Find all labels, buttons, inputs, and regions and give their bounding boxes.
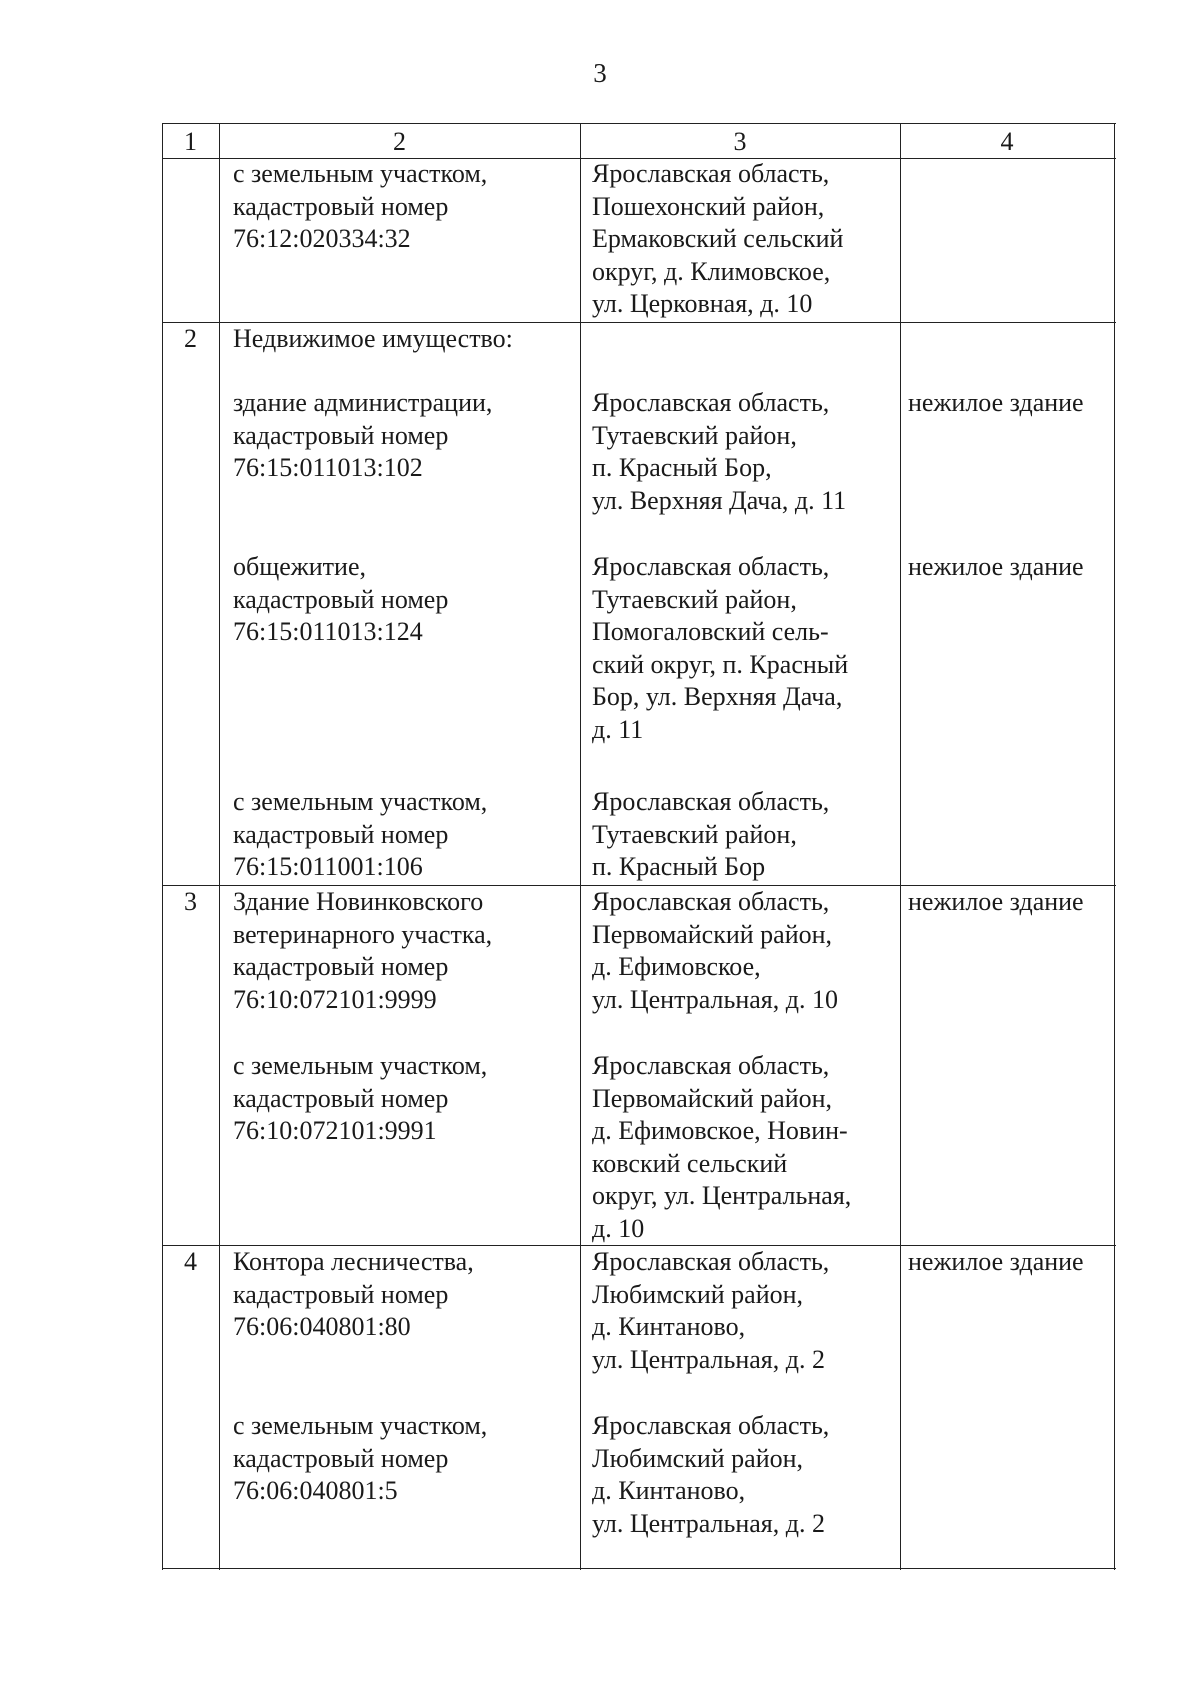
object-address: Ярославская область, Тутаевский район, Помогаловский сель- ский округ, п. Красный Бор, ул. Верхняя Дача, д. 11	[592, 552, 849, 744]
object-name: с земельным участком, кадастровый номер 76:10:072101:9991	[233, 1051, 488, 1146]
object-name: с земельным участком, кадастровый номер 76:15:011001:106	[233, 787, 488, 882]
object-name: Контора лесничества, кадастровый номер 76:06:040801:80	[233, 1247, 474, 1342]
object-address: Ярославская область, Пошехонский район, Ермаковский сельский округ, д. Климовское, ул. Церковная, д. 10	[592, 159, 844, 319]
row-heading: Недвижимое имущество:	[233, 324, 513, 353]
object-type: нежилое здание	[908, 887, 1084, 916]
property-table	[162, 123, 1116, 1570]
object-type: нежилое здание	[908, 1247, 1084, 1276]
object-address: Ярославская область, Первомайский район, д. Ефимовское, Новин- ковский сельский округ, ул. Центральная, д. 10	[592, 1051, 852, 1243]
object-address: Ярославская область, Тутаевский район, п. Красный Бор, ул. Верхняя Дача, д. 11	[592, 388, 847, 515]
object-address: Ярославская область, Тутаевский район, п. Красный Бор	[592, 787, 830, 882]
object-address: Ярославская область, Любимский район, д. Кинтаново, ул. Центральная, д. 2	[592, 1411, 830, 1538]
page-number: 3	[593, 58, 607, 88]
object-address: Ярославская область, Первомайский район, д. Ефимовское, ул. Центральная, д. 10	[592, 887, 838, 1014]
row-number: 3	[184, 887, 197, 916]
header-col-4: 4	[1000, 127, 1014, 156]
object-name: с земельным участком, кадастровый номер 76:12:020334:32	[233, 159, 488, 254]
object-type: нежилое здание	[908, 388, 1084, 417]
object-name: с земельным участком, кадастровый номер 76:06:040801:5	[233, 1411, 488, 1506]
object-name: общежитие, кадастровый номер 76:15:011013:124	[233, 552, 449, 647]
object-address: Ярославская область, Любимский район, д. Кинтаново, ул. Центральная, д. 2	[592, 1247, 830, 1374]
header-col-2: 2	[393, 127, 406, 156]
row-number: 4	[184, 1247, 197, 1276]
header-col-1: 1	[184, 127, 197, 156]
object-name: Здание Новинковского ветеринарного участка, кадастровый номер 76:10:072101:9999	[233, 887, 493, 1014]
object-name: здание администрации, кадастровый номер 76:15:011013:102	[233, 388, 493, 483]
object-type: нежилое здание	[908, 552, 1084, 581]
header-col-3: 3	[733, 127, 747, 156]
row-number: 2	[184, 324, 197, 353]
